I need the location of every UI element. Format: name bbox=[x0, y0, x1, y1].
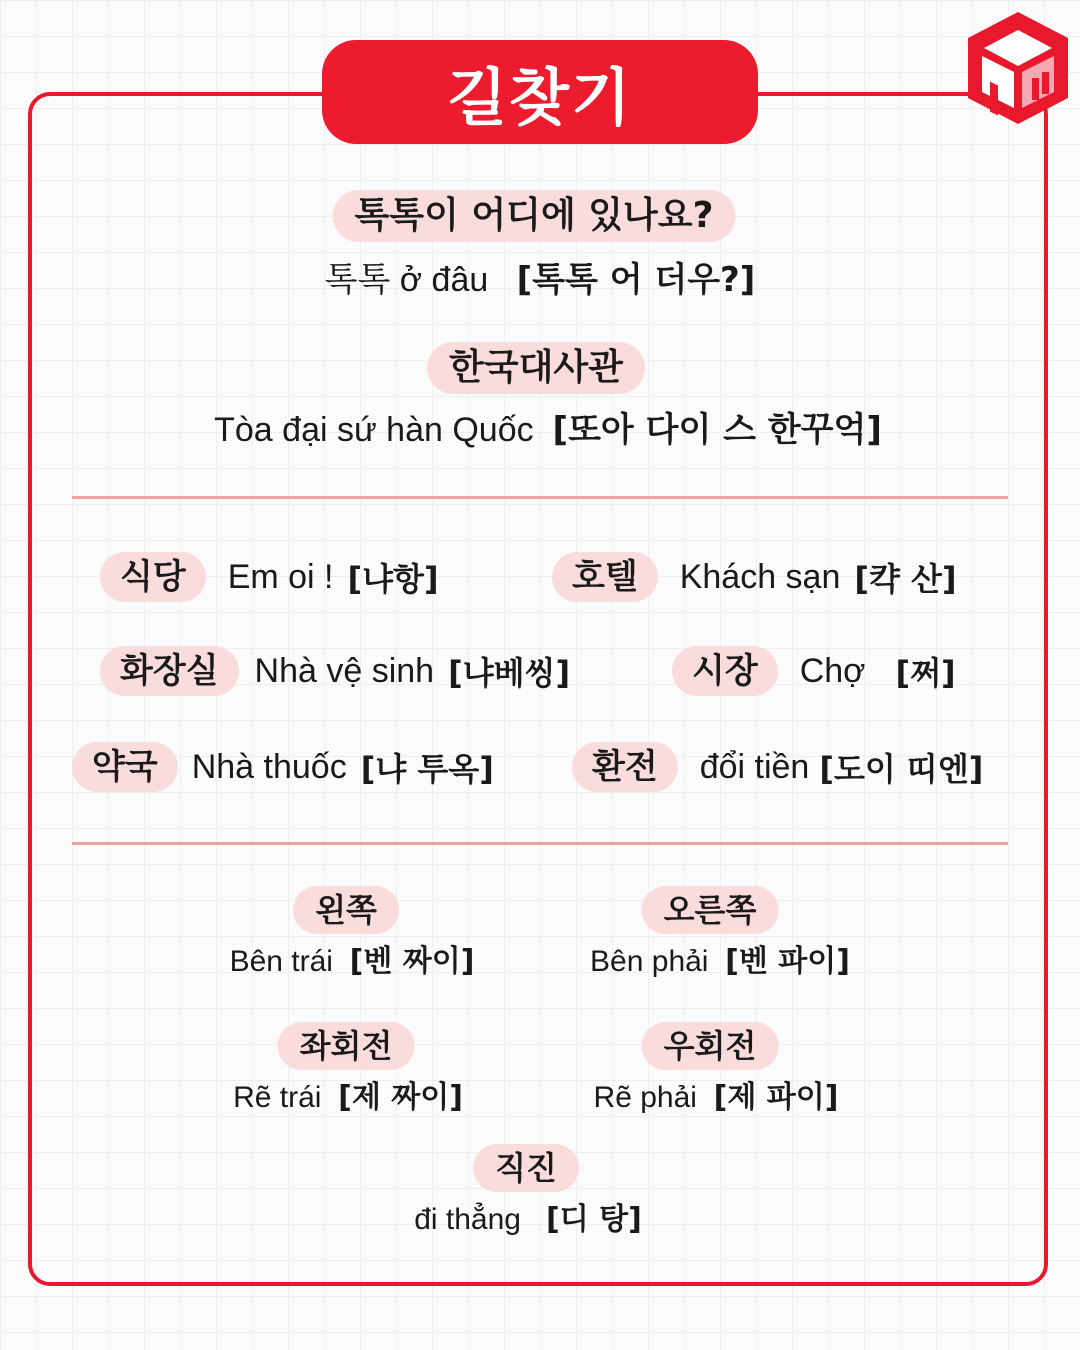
direction-left-korean: 왼쪽 bbox=[293, 886, 399, 934]
direction-turn-right-pron: [제 파이] bbox=[713, 1080, 839, 1115]
place-toilet bbox=[100, 646, 570, 696]
direction-right-vietnamese: Bên phải bbox=[590, 945, 709, 978]
fu-cube-logo-icon bbox=[962, 8, 1074, 128]
direction-left-pron: [벤 짜이] bbox=[349, 944, 475, 979]
direction-left-line bbox=[230, 942, 475, 982]
place-toilet-vietnamese: Nhà vệ sinh bbox=[254, 651, 435, 690]
place-exchange-vietnamese: đổi tiền bbox=[699, 747, 810, 786]
place-pharmacy bbox=[72, 742, 494, 792]
place-exchange-korean: 환전 bbox=[572, 742, 678, 792]
place-toilet-korean: 화장실 bbox=[100, 646, 239, 696]
direction-straight-line bbox=[414, 1200, 642, 1240]
direction-turn-right-vietnamese: Rẽ phải bbox=[593, 1081, 697, 1114]
phrase-where-is-vietnamese: 톡톡 ở đâu bbox=[324, 261, 489, 299]
place-pharmacy-korean: 약국 bbox=[72, 742, 178, 792]
embassy-vietnamese: Tòa đại sứ hàn Quốc bbox=[214, 411, 534, 449]
place-hotel-pron: [캭 산] bbox=[854, 560, 957, 598]
place-exchange bbox=[572, 742, 983, 792]
place-market bbox=[672, 646, 956, 696]
divider-1 bbox=[72, 496, 1008, 499]
place-restaurant-pron: [냐항] bbox=[347, 560, 439, 598]
place-exchange-pron: [도이 띠엔] bbox=[819, 750, 984, 788]
divider-2 bbox=[72, 842, 1008, 845]
place-market-korean: 시장 bbox=[672, 646, 778, 696]
place-restaurant bbox=[100, 552, 439, 602]
direction-turn-right-korean: 우회전 bbox=[642, 1022, 779, 1070]
place-restaurant-vietnamese: Em oi ! bbox=[227, 557, 334, 596]
direction-left-vietnamese: Bên trái bbox=[229, 945, 333, 978]
phrase-where-is-pron: [톡톡 어 더우?] bbox=[516, 260, 756, 300]
place-hotel-korean: 호텔 bbox=[552, 552, 658, 602]
direction-turn-left-vietnamese: Rẽ trái bbox=[233, 1081, 322, 1114]
place-market-vietnamese: Chợ bbox=[799, 651, 866, 690]
place-toilet-pron: [냐베씽] bbox=[448, 654, 571, 692]
place-hotel-vietnamese: Khách sạn bbox=[679, 557, 841, 596]
place-pharmacy-vietnamese: Nhà thuốc bbox=[191, 747, 347, 786]
title-banner bbox=[322, 40, 758, 144]
direction-straight-pron: [디 탕] bbox=[545, 1202, 642, 1237]
direction-turn-left-pron: [제 짜이] bbox=[338, 1080, 463, 1115]
direction-straight-vietnamese: đi thẳng bbox=[414, 1203, 521, 1236]
place-hotel bbox=[552, 552, 957, 602]
direction-right-pron: [벤 파이] bbox=[725, 944, 850, 979]
page-title: 길찾기 bbox=[447, 60, 633, 134]
phrase-where-is-line bbox=[325, 258, 756, 302]
phrase-where-is-korean: 톡톡이 어디에 있나요? bbox=[333, 190, 736, 242]
place-pharmacy-pron: [냐 투옥] bbox=[360, 750, 494, 788]
direction-turn-left-line bbox=[233, 1078, 463, 1118]
embassy-korean: 한국대사관 bbox=[427, 342, 645, 394]
direction-turn-left-korean: 좌회전 bbox=[278, 1022, 415, 1070]
direction-right-line bbox=[590, 942, 850, 982]
embassy-line bbox=[214, 408, 882, 452]
direction-straight-korean: 직진 bbox=[473, 1144, 579, 1192]
direction-turn-right-line bbox=[594, 1078, 839, 1118]
place-restaurant-korean: 식당 bbox=[100, 552, 206, 602]
embassy-pron: [또아 다이 스 한꾸억] bbox=[552, 410, 882, 450]
place-market-pron: [쩌] bbox=[895, 654, 956, 692]
direction-right-korean: 오른쪽 bbox=[642, 886, 779, 934]
